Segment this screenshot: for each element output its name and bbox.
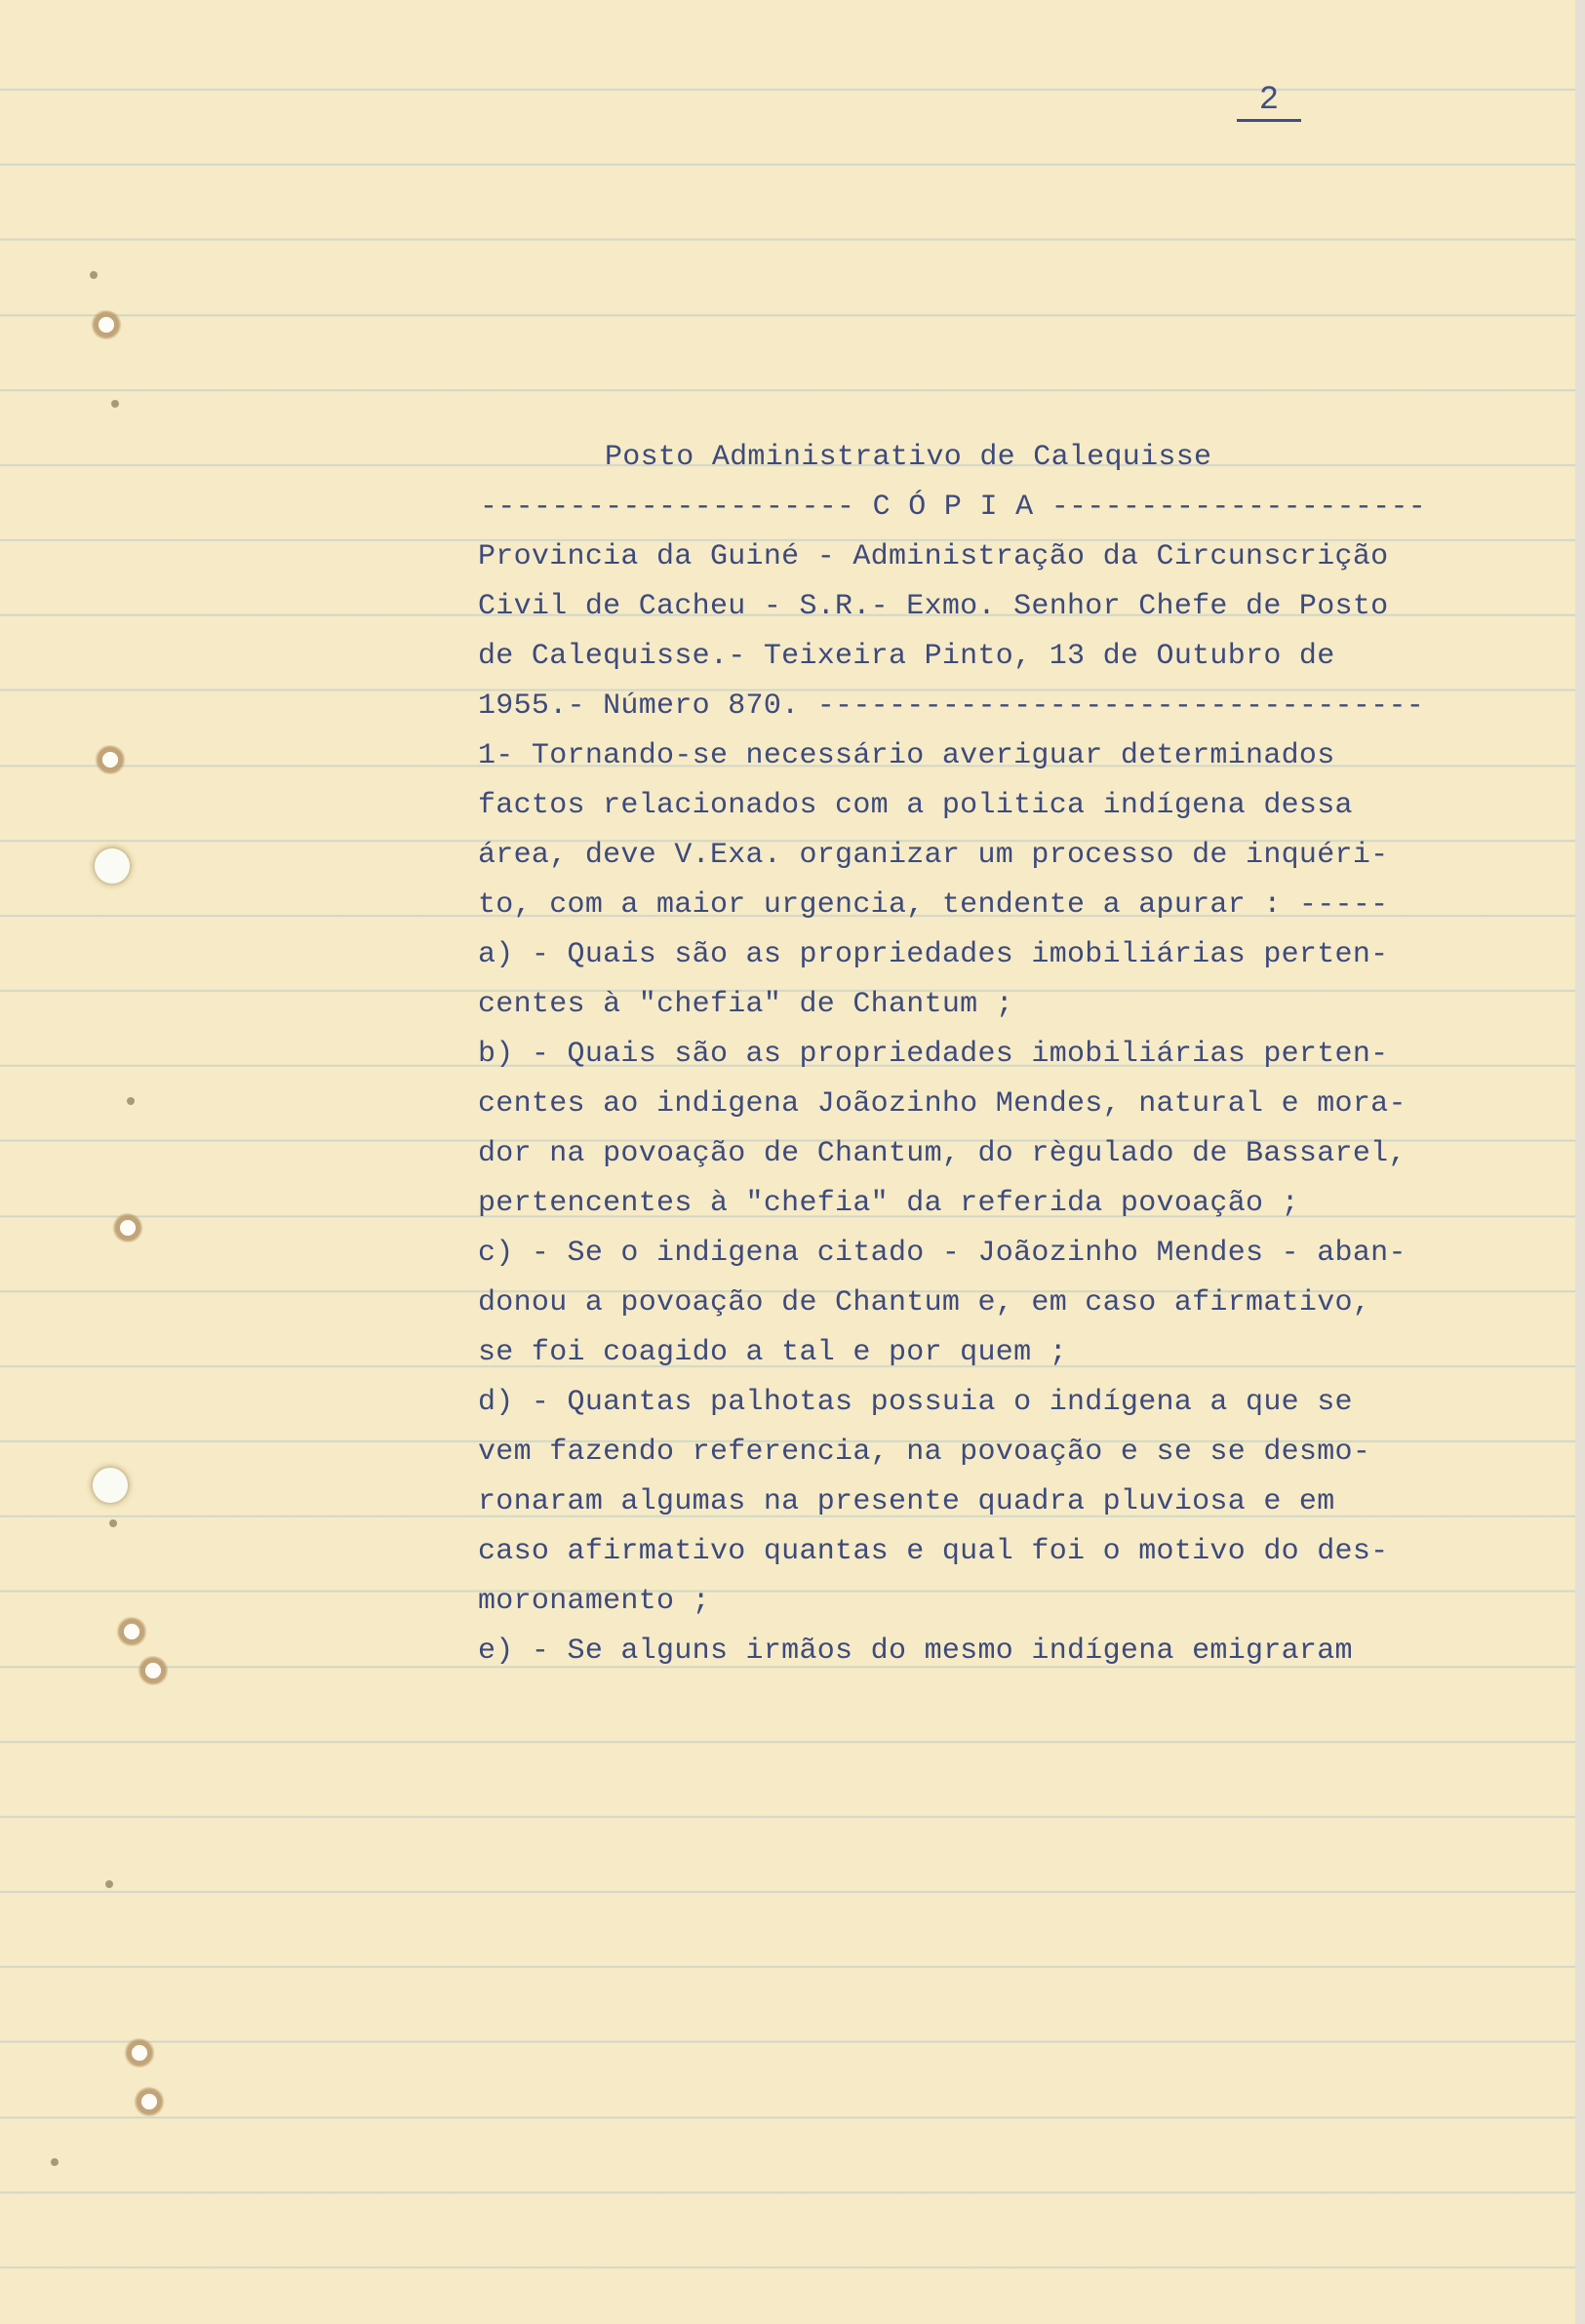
text-line: 1- Tornando-se necessário averiguar determinados: [478, 739, 1335, 772]
speck-mark: [105, 1880, 113, 1888]
text-line: donou a povoação de Chantum e, em caso afirmativo,: [478, 1286, 1371, 1320]
copy-label: --------------------- C Ó P I A ---------------------: [480, 491, 1427, 524]
text-line: pertencentes à "chefia" da referida povoação ;: [478, 1187, 1299, 1220]
speck-mark: [127, 1097, 135, 1105]
stain-mark: [94, 745, 127, 774]
text-line: área, deve V.Exa. organizar um processo de inquéri-: [478, 839, 1389, 872]
stain-mark: [90, 310, 123, 339]
text-line: vem fazendo referencia, na povoação e se se desmo-: [478, 1436, 1371, 1469]
stain-mark: [111, 1213, 144, 1242]
text-line: centes à "chefia" de Chantum ;: [478, 988, 1014, 1021]
stain-mark: [115, 1617, 148, 1646]
punch-hole: [93, 847, 132, 886]
text-line: centes ao indigena Joãozinho Mendes, natural e mora-: [478, 1087, 1407, 1121]
text-line: Provincia da Guiné - Administração da Circunscrição: [478, 540, 1389, 573]
text-line: to, com a maior urgencia, tendente a apurar : -----: [478, 888, 1389, 922]
text-line: factos relacionados com a politica indígena dessa: [478, 789, 1353, 822]
stain-mark: [123, 2038, 156, 2068]
document-heading: Posto Administrativo de Calequisse: [605, 441, 1212, 474]
text-line: Civil de Cacheu - S.R.- Exmo. Senhor Chefe de Posto: [478, 590, 1389, 623]
text-line: de Calequisse.- Teixeira Pinto, 13 de Outubro de: [478, 640, 1335, 673]
text-line: e) - Se alguns irmãos do mesmo indígena emigraram: [478, 1635, 1353, 1668]
stain-mark: [137, 1656, 170, 1685]
text-line: caso afirmativo quantas e qual foi o motivo do des-: [478, 1535, 1389, 1568]
speck-mark: [51, 2158, 59, 2166]
page-edge: [1575, 0, 1585, 2324]
speck-mark: [90, 271, 98, 279]
text-line: dor na povoação de Chantum, do règulado de Bassarel,: [478, 1137, 1407, 1170]
punch-hole: [91, 1466, 130, 1505]
typed-text-body: [478, 433, 1512, 1676]
speck-mark: [109, 1519, 117, 1527]
text-line: ronaram algumas na presente quadra pluviosa e em: [478, 1485, 1335, 1518]
text-line: b) - Quais são as propriedades imobiliárias perten-: [478, 1038, 1389, 1071]
text-line: d) - Quantas palhotas possuia o indígena a que se: [478, 1386, 1353, 1419]
text-line: se foi coagido a tal e por quem ;: [478, 1336, 1067, 1369]
text-line: 1955.- Número 870. ----------------------------------: [478, 689, 1425, 723]
text-line: c) - Se o indigena citado - Joãozinho Mendes - aban-: [478, 1237, 1407, 1270]
text-line: moronamento ;: [478, 1585, 710, 1618]
page-number: 2: [1237, 82, 1301, 122]
speck-mark: [111, 400, 119, 408]
text-line: a) - Quais são as propriedades imobiliárias perten-: [478, 938, 1389, 971]
stain-mark: [133, 2087, 166, 2116]
